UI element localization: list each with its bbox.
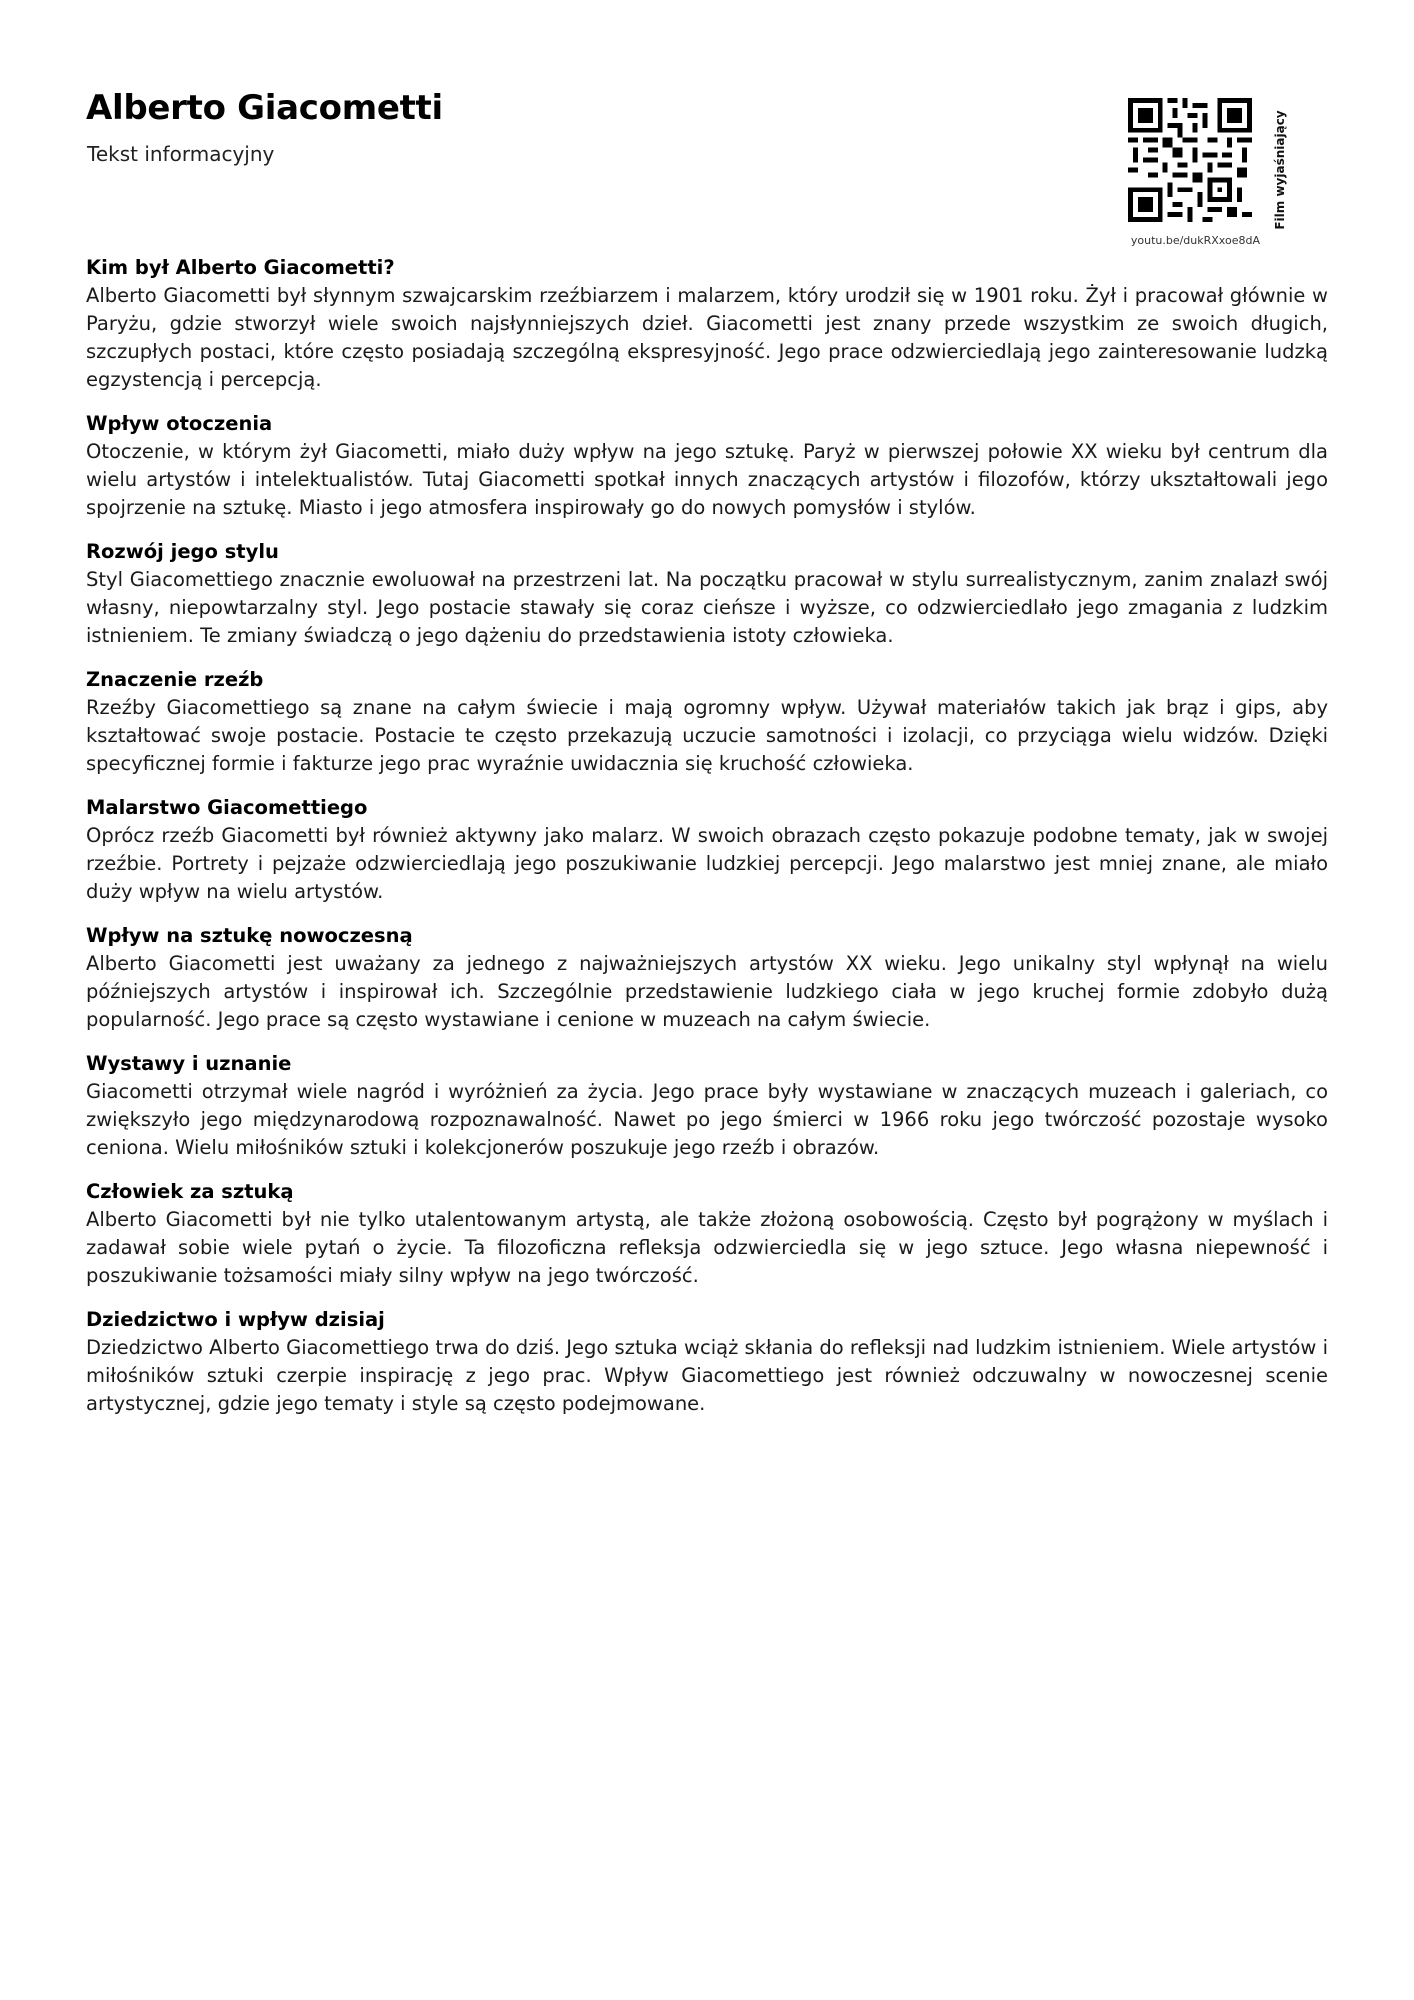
section-heading: Kim był Alberto Giacometti?: [86, 256, 395, 279]
section-text: Giacometti otrzymał wiele nagród i wyróżnień za życia. Jego prace były wystawiane w znaczących muzeach i galeriach, co zwiększyło jego międzynarodową rozpoznawalność. Nawet po jego śmierci w 1966 roku jego twórczość pozostaje wysoko ceniona. Wielu miłośników sztuki i kolekcjonerów poszukuje jego rzeźb i obrazów.: [86, 1080, 1328, 1159]
qr-url[interactable]: youtu.be/dukRXxoe8dA: [1130, 234, 1260, 247]
section-heading: Malarstwo Giacomettiego: [86, 796, 368, 819]
section-text: Styl Giacomettiego znacznie ewoluował na przestrzeni lat. Na początku pracował w stylu surrealistycznym, zanim znalazł swój własny, niepowtarzalny styl. Jego postacie stawały się coraz cieńsze i wyższe, co odzwierciedlało jego zmagania z ludzkim istnieniem. Te zmiany świadczą o jego dążeniu do przedstawienia istoty człowieka.: [86, 568, 1328, 647]
qr-label-text: Film wyjaśniający: [1273, 110, 1287, 230]
section-heading: Wpływ otoczenia: [86, 412, 273, 435]
section-text: Otoczenie, w którym żył Giacometti, miało duży wpływ na jego sztukę. Paryż w pierwszej połowie XX wieku był centrum dla wielu artystów i intelektualistów. Tutaj Giacometti spotkał innych znaczących artystów i filozofów, którzy ukształtowali jego spojrzenie na sztukę. Miasto i jego atmosfera inspirowały go do nowych pomysłów i stylów.: [86, 440, 1328, 519]
section-text: Alberto Giacometti był słynnym szwajcarskim rzeźbiarzem i malarzem, który urodził się w 1901 roku. Żył i pracował głównie w Paryżu, gdzie stworzył wiele swoich najsłynniejszych dzieł. Giacometti jest znany przede wszystkim ze swoich długich, szczupłych postaci, które często posiadają szczególną ekspresyjność. Jego prace odzwierciedlają jego zainteresowanie ludzką egzystencją i percepcją.: [86, 284, 1328, 391]
article-body: [86, 254, 1328, 1434]
section-heading: Znaczenie rzeźb: [86, 668, 264, 691]
section-heading: Rozwój jego stylu: [86, 540, 279, 563]
page-subtitle: Tekst informacyjny: [87, 142, 275, 166]
section-2: [86, 538, 1328, 650]
section-text: Alberto Giacometti był nie tylko utalentowanym artystą, ale także złożoną osobowością. Często był pogrążony w myślach i zadawał sobie wiele pytań o życie. Ta filozoficzna refleksja odzwierciedla się w jego sztuce. Jego własna niepewność i poszukiwanie tożsamości miały silny wpływ na jego twórczość.: [86, 1208, 1328, 1287]
section-text: Rzeźby Giacomettiego są znane na całym świecie i mają ogromny wpływ. Używał materiałów takich jak brąz i gips, aby kształtować swoje postacie. Postacie te często przekazują uczucie samotności i izolacji, co przyciąga wielu widzów. Dzięki specyficznej formie i fakturze jego prac wyraźnie uwidacznia się kruchość człowieka.: [86, 696, 1328, 775]
section-1: [86, 410, 1328, 522]
section-heading: Wystawy i uznanie: [86, 1052, 292, 1075]
section-text: Dziedzictwo Alberto Giacomettiego trwa do dziś. Jego sztuka wciąż skłania do refleksji nad ludzkim istnieniem. Wiele artystów i miłośników sztuki czerpie inspirację z jego prac. Wpływ Giacomettiego jest również odczuwalny w nowoczesnej scenie artystycznej, gdzie jego tematy i style są często podejmowane.: [86, 1336, 1328, 1415]
section-3: [86, 666, 1328, 778]
section-heading: Dziedzictwo i wpływ dzisiaj: [86, 1308, 385, 1331]
page-title: Alberto Giacometti: [86, 88, 443, 128]
qr-label: [1270, 108, 1290, 232]
section-heading: Wpływ na sztukę nowoczesną: [86, 924, 413, 947]
section-8: [86, 1306, 1328, 1418]
section-4: [86, 794, 1328, 906]
section-text: Alberto Giacometti jest uważany za jednego z najważniejszych artystów XX wieku. Jego unikalny styl wpłynął na wielu późniejszych artystów i inspirował ich. Szczególnie przedstawienie ludzkiego ciała w jego kruchej formie zdobyło dużą popularność. Jego prace są często wystawiane i cenione w muzeach na całym świecie.: [86, 952, 1328, 1031]
section-7: [86, 1178, 1328, 1290]
section-6: [86, 1050, 1328, 1162]
qr-code-icon[interactable]: [1128, 98, 1252, 222]
section-text: Oprócz rzeźb Giacometti był również aktywny jako malarz. W swoich obrazach często pokazuje podobne tematy, jak w swojej rzeźbie. Portrety i pejzaże odzwierciedlają jego poszukiwanie ludzkiej percepcji. Jego malarstwo jest mniej znane, ale miało duży wpływ na wielu artystów.: [86, 824, 1328, 903]
section-5: [86, 922, 1328, 1034]
section-0: [86, 254, 1328, 394]
section-heading: Człowiek za sztuką: [86, 1180, 294, 1203]
